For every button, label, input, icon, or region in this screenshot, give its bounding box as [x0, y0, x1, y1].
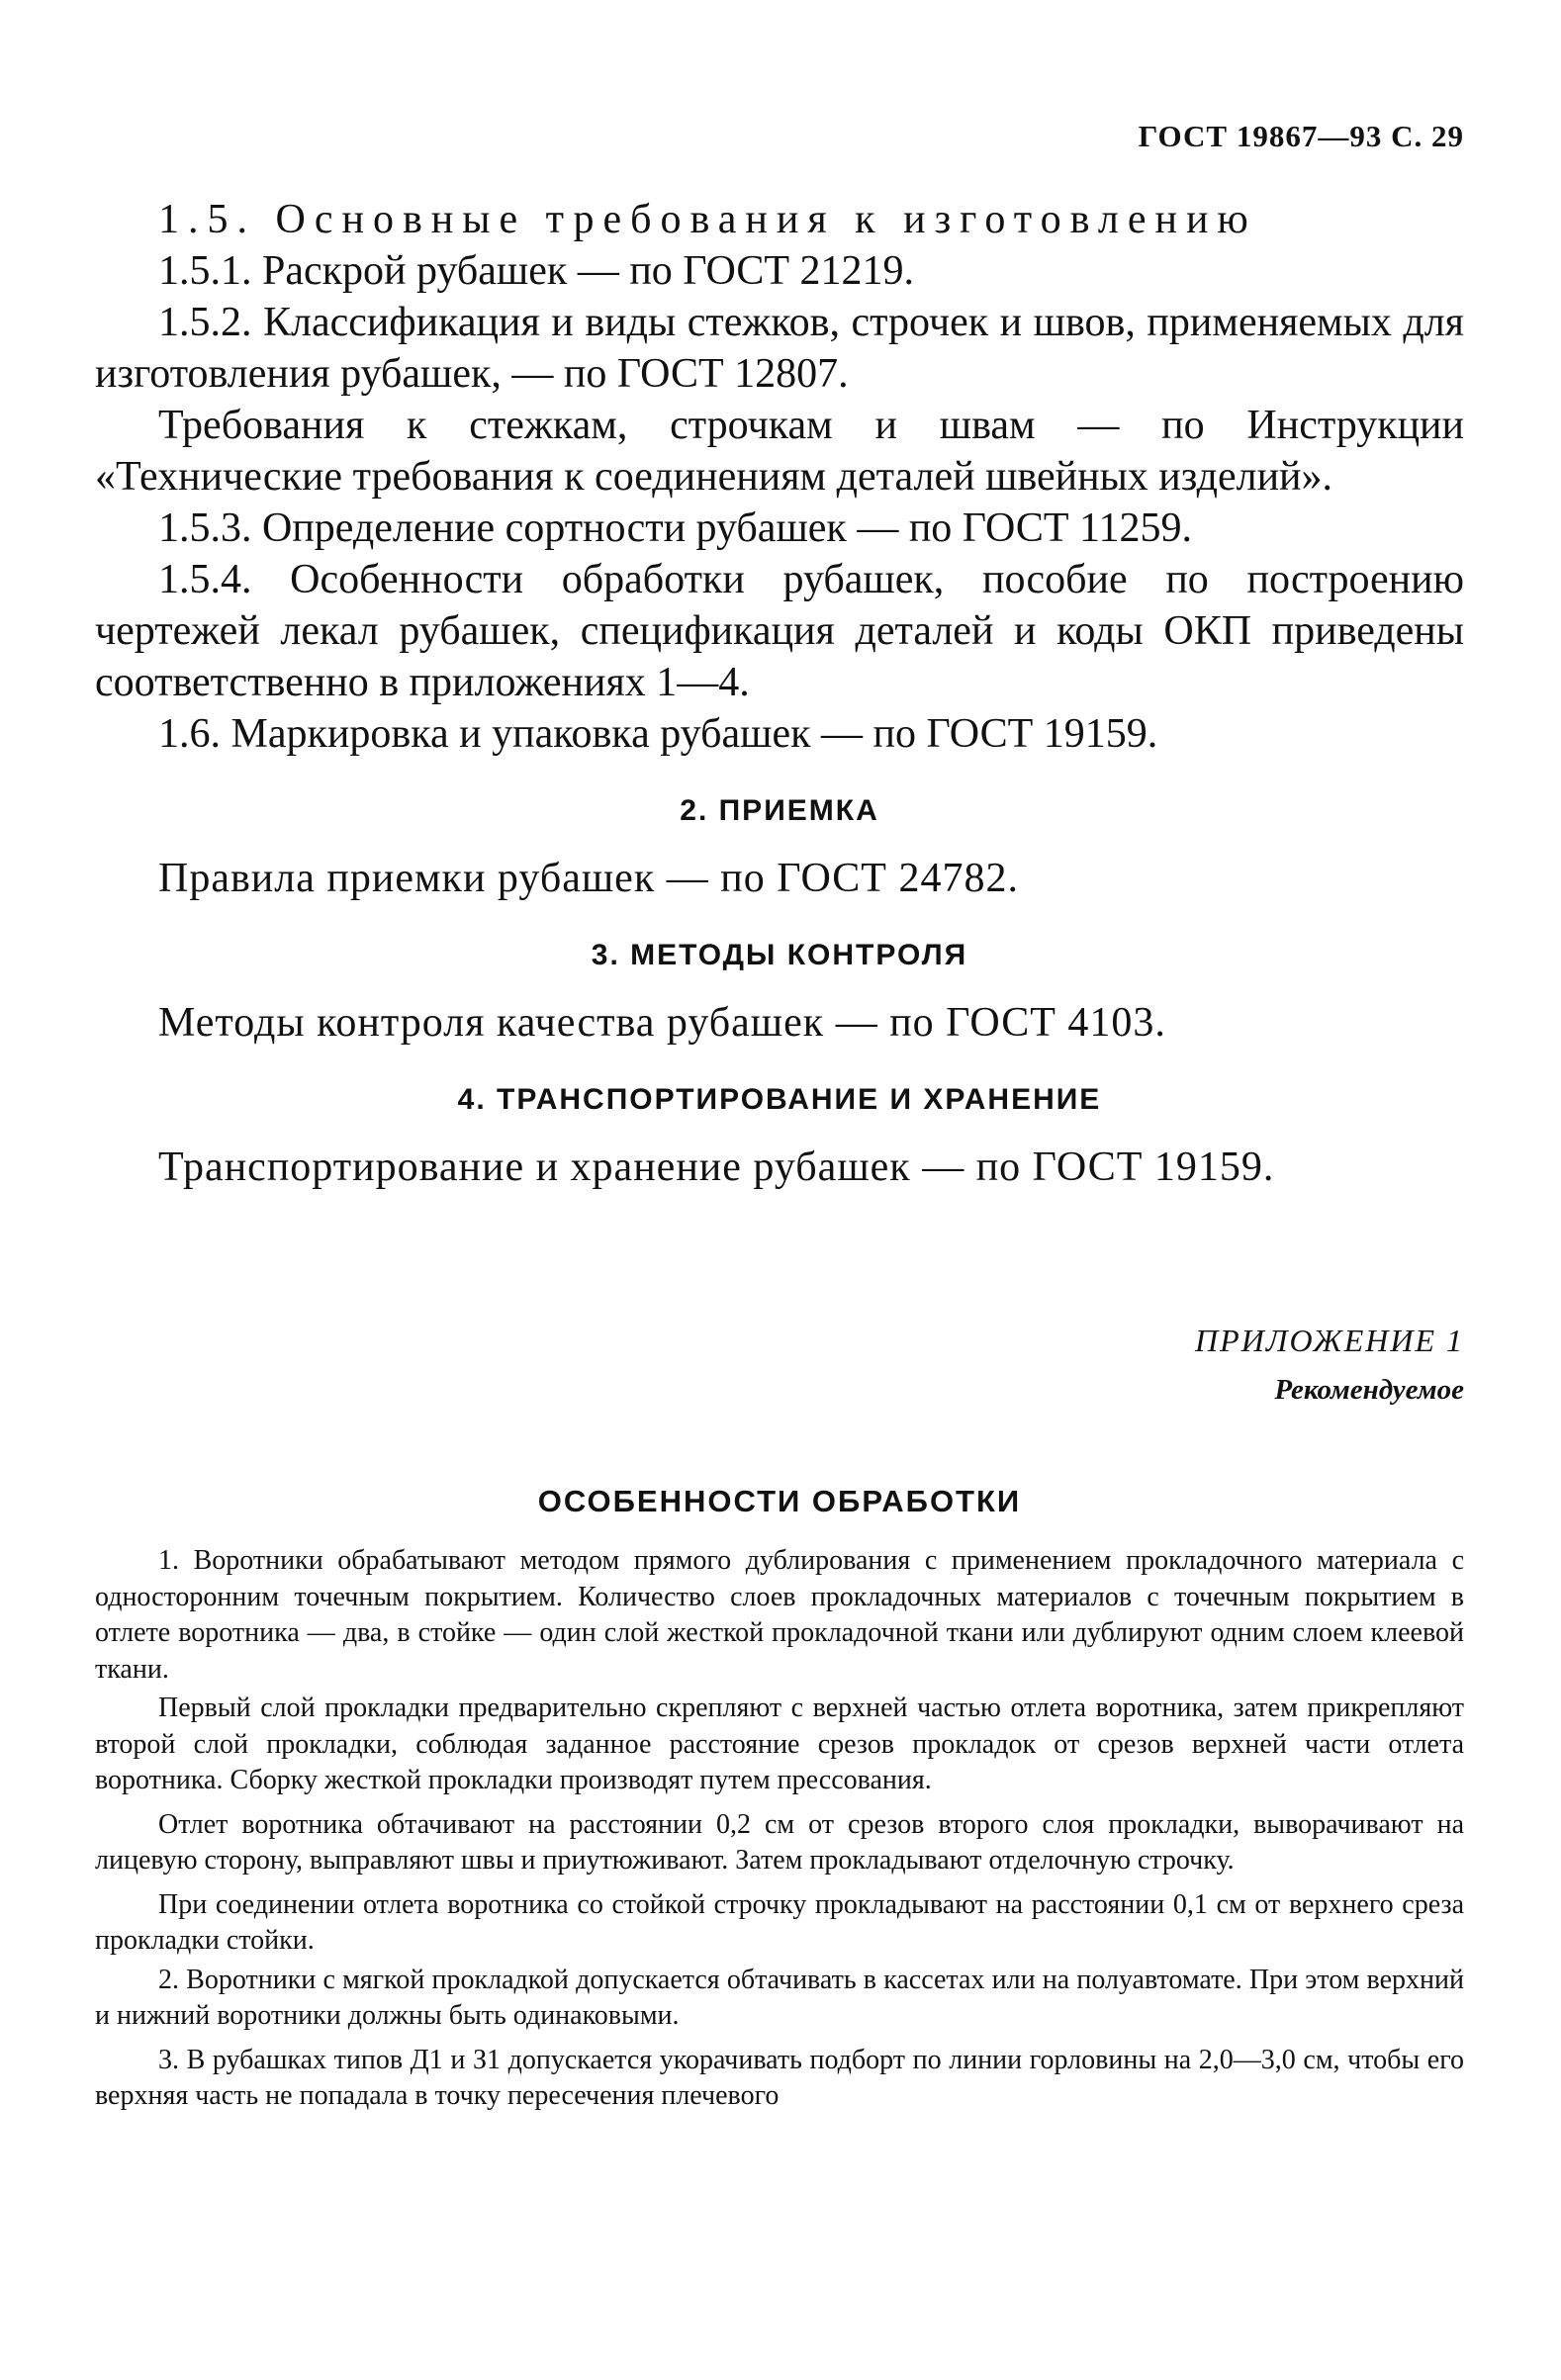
appendix-paragraph: Первый слой прокладки предварительно скрепляют с верхней частью отлета воротника, затем прикрепляют второй слой прокладки, соблюдая заданное расстояние срезов прокладок от срезов верхней части отлета воротника. Сборку жесткой прокладки производят путем прессования. — [95, 1693, 1464, 1795]
section-text-control: Методы контроля качества рубашек — по ГОСТ 4103. — [158, 1000, 1166, 1046]
section-title-acceptance: 2. ПРИЕМКА — [680, 794, 879, 827]
appendix-paragraph: 3. В рубашках типов Д1 и З1 допускается укорачивать подборт по линии горловины на 2,0—3,0 см, чтобы его верхняя часть не попадала в точку пересечения плечевого — [95, 2044, 1464, 2111]
clause: 1.5.4. Особенности обработки рубашек, пособие по построению чертежей лекал рубашек, спецификация деталей и коды ОКП приведены соответственно в приложениях 1—4. — [95, 557, 1464, 705]
section-text-acceptance: Правила приемки рубашек — по ГОСТ 24782. — [158, 856, 1019, 901]
appendix-label-block — [95, 1316, 1464, 1415]
appendix-paragraph: 1. Воротники обрабатывают методом прямого дублирования с применением прокладочного материала с односторонним точечным покрытием. Количество слоев прокладочных материалов с точечным покрытием в отлете воротника — два, в стойке — один слой жесткой прокладочной ткани или дублируют одним слоем клеевой ткани. — [95, 1545, 1464, 1685]
clause: 1.5.2. Классификация и виды стежков, строчек и швов, применяемых для изготовления рубашек, — по ГОСТ 12807. — [95, 300, 1464, 397]
page-header: ГОСТ 19867—93 С. 29 — [1138, 119, 1464, 153]
section-text-transport: Транспортирование и хранение рубашек — по ГОСТ 19159. — [158, 1144, 1275, 1190]
section-title-transport: 4. ТРАНСПОРТИРОВАНИЕ И ХРАНЕНИЕ — [457, 1083, 1102, 1116]
appendix-paragraph: 2. Воротники с мягкой прокладкой допускается обтачивать в кассетах или на полуавтомате. При этом верхний и нижний воротники должны быть одинаковыми. — [95, 1964, 1464, 2031]
appendix-title: ОСОБЕННОСТИ ОБРАБОТКИ — [537, 1484, 1022, 1518]
appendix-paragraph: При соединении отлета воротника со стойкой строчку прокладывают на расстоянии 0,1 см от верхнего среза прокладки стойки. — [95, 1888, 1464, 1956]
section-heading: 1.5. Основные требования к изготовлению — [158, 197, 1257, 242]
appendix-paragraph: Отлет воротника обтачивают на расстоянии 0,2 см от срезов второго слоя прокладки, выворачивают на лицевую сторону, выправляют швы и приутюживают. Затем прокладывают отделочную строчку. — [95, 1808, 1464, 1876]
appendix-body — [95, 1543, 1464, 2115]
main-requirements — [95, 194, 1464, 1193]
appendix-label: ПРИЛОЖЕНИЕ 1 — [1195, 1323, 1464, 1358]
document-page — [95, 119, 1464, 2118]
clause: 1.5.3. Определение сортности рубашек — по ГОСТ 11259. — [158, 505, 1192, 551]
clause: 1.6. Маркировка и упаковка рубашек — по ГОСТ 19159. — [158, 711, 1158, 757]
clause: 1.5.1. Раскрой рубашек — по ГОСТ 21219. — [158, 248, 915, 294]
appendix-note: Рекомендуемое — [1274, 1374, 1464, 1406]
section-title-control: 3. МЕТОДЫ КОНТРОЛЯ — [591, 939, 968, 971]
clause: Требования к стежкам, строчкам и швам — по Инструкции «Технические требования к соединениям деталей швейных изделий». — [95, 403, 1464, 500]
